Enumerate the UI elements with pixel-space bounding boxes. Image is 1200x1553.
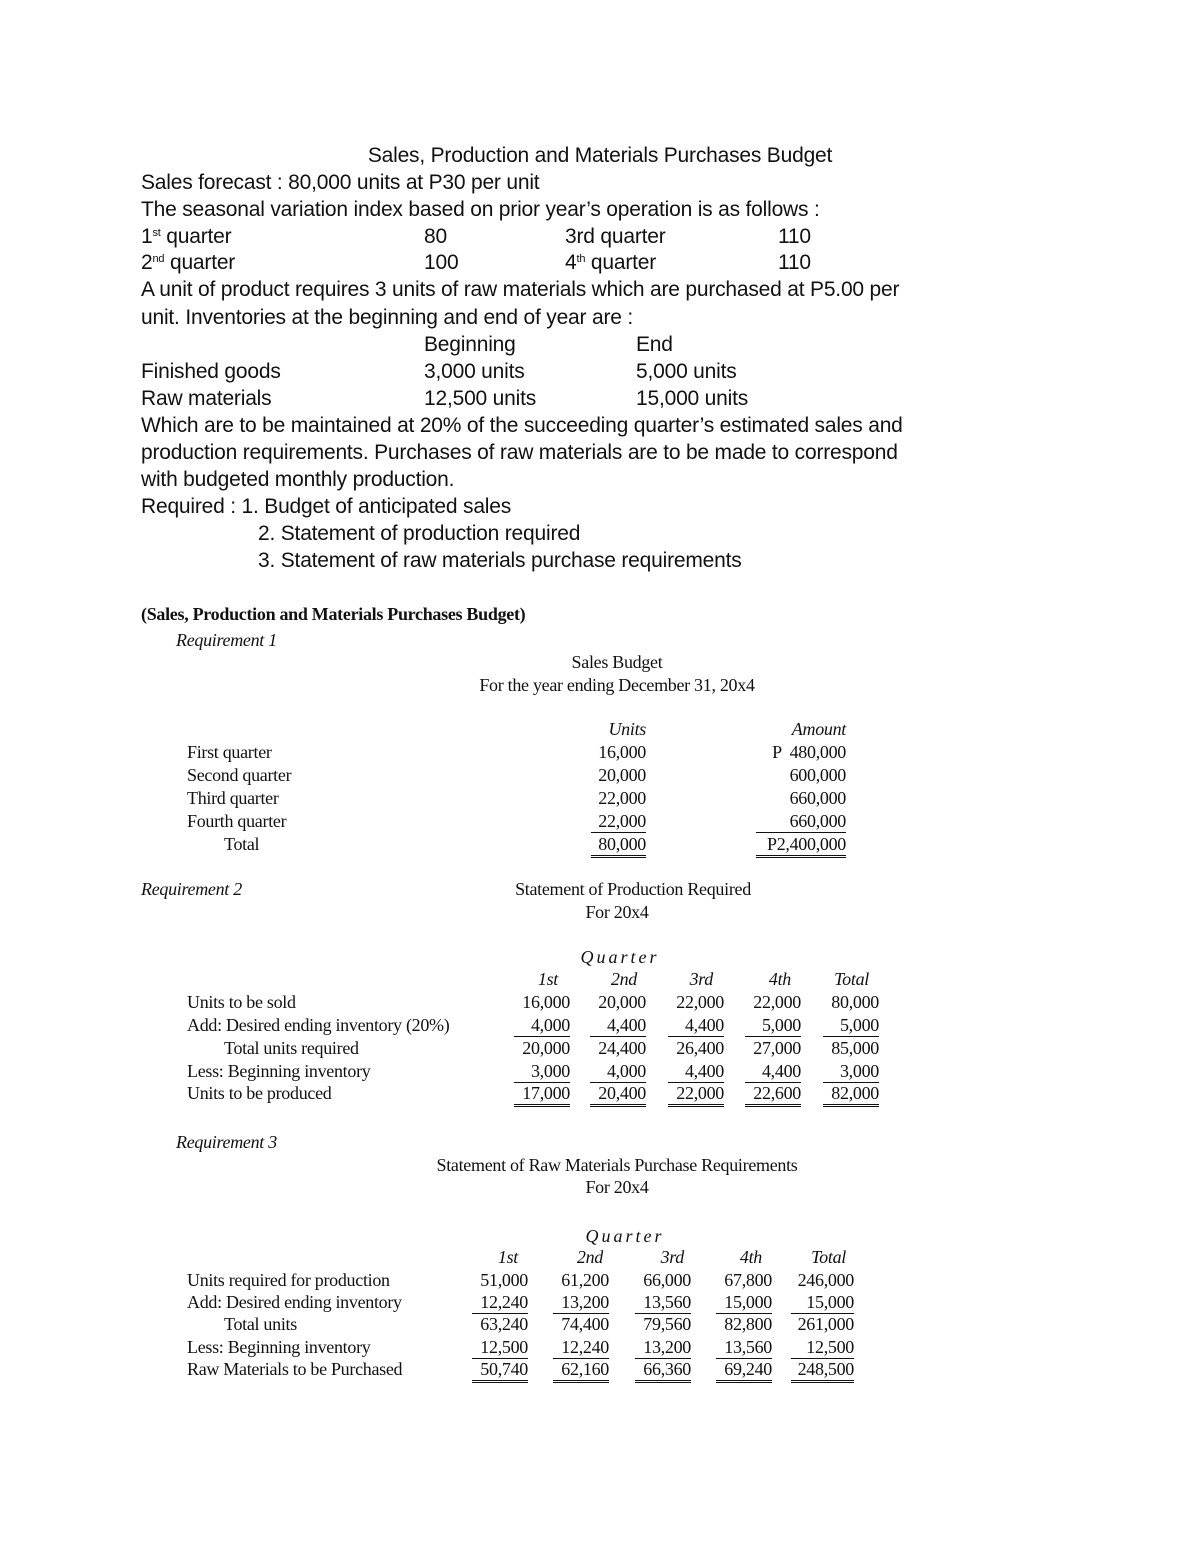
value-cell: 27,000 [753,1038,801,1058]
value-total-cell: 20,400 [590,1082,646,1107]
value-total-cell: 248,500 [791,1358,854,1383]
value-total-cell: 69,240 [716,1358,772,1383]
seasonal-q3-value: 110 [778,225,811,248]
col-header: 2nd [576,1247,603,1267]
row-label: Add: Desired ending inventory [187,1292,402,1312]
value-cell: 24,400 [598,1038,646,1058]
row-label: Add: Desired ending inventory (20%) [187,1015,450,1035]
value-cell: 4,400 [668,1014,724,1037]
value-cell: 66,000 [643,1270,691,1290]
value-total-cell: 22,000 [668,1082,724,1107]
raw-material-line-1: A unit of product requires 3 units of raw materials which are purchased at P5.00 per [141,278,900,301]
sales-budget-title: Sales Budget [571,652,663,672]
value-cell: 12,500 [791,1336,854,1359]
col-header: 3rd [689,969,713,989]
value-cell: 74,400 [561,1314,609,1334]
amount-cell: 660,000 [789,788,846,808]
seasonal-q4-value: 110 [778,251,811,274]
policy-line-2: production requirements. Purchases of raw materials are to be made to correspond [141,441,898,464]
units-cell: 16,000 [598,742,646,762]
value-total-cell: 82,000 [823,1082,879,1107]
value-cell: 63,240 [480,1314,528,1334]
sales-forecast: Sales forecast : 80,000 units at P30 per unit [141,171,540,194]
col-header: 1st [497,1247,518,1267]
row-label: Units to be produced [187,1083,332,1103]
seasonal-q2-label: 2nd quarter [141,251,236,274]
value-cell: 15,000 [791,1291,854,1314]
value-total-cell: 66,360 [635,1358,691,1383]
raw-materials-subtitle: For 20x4 [585,1177,649,1197]
row-label-total: Total [224,834,260,854]
col-header: 2nd [610,969,637,989]
seasonal-intro: The seasonal variation index based on prior year’s operation is as follows : [141,198,820,221]
required-line-1: Required : 1. Budget of anticipated sales [141,495,512,518]
value-cell: 4,400 [668,1060,724,1083]
value-cell: 67,800 [724,1270,772,1290]
value-cell: 26,400 [676,1038,724,1058]
seasonal-q2-value: 100 [424,251,459,274]
value-total-cell: 50,740 [472,1358,528,1383]
sales-budget-subtitle: For the year ending December 31, 20x4 [479,675,755,695]
inventory-beginning: 3,000 units [424,360,525,383]
row-label: Less: Beginning inventory [187,1061,371,1081]
inventory-beginning: 12,500 units [424,387,537,410]
inventory-label: Raw materials [141,387,272,410]
row-label: Units to be sold [187,992,296,1012]
row-label: Third quarter [187,788,279,808]
value-cell: 79,560 [643,1314,691,1334]
requirement-2-label: Requirement 2 [141,879,242,899]
value-cell: 20,000 [522,1038,570,1058]
amount-cell: P 480,000 [772,742,846,762]
inventory-header-beginning: Beginning [424,333,516,356]
value-cell: 20,000 [598,992,646,1012]
col-header-amount: Amount [791,719,846,739]
raw-material-line-2: unit. Inventories at the beginning and end of year are : [141,306,633,329]
row-label: Units required for production [187,1270,390,1290]
row-label: Second quarter [187,765,292,785]
value-cell: 61,200 [561,1270,609,1290]
value-cell: 12,500 [472,1336,528,1359]
requirement-1-label: Requirement 1 [176,630,277,650]
units-cell: 22,000 [598,788,646,808]
value-cell: 80,000 [831,992,879,1012]
col-header: 4th [739,1247,762,1267]
col-header: Total [834,969,869,989]
inventory-label: Finished goods [141,360,281,383]
raw-materials-title: Statement of Raw Materials Purchase Requirements [436,1155,798,1175]
units-cell: 20,000 [598,765,646,785]
inventory-end: 15,000 units [636,387,749,410]
required-line-3: 3. Statement of raw materials purchase requirements [258,549,742,572]
inventory-end: 5,000 units [636,360,737,383]
value-cell: 5,000 [745,1014,801,1037]
value-cell: 5,000 [823,1014,879,1037]
row-label: Total units [224,1314,297,1334]
row-label: Total units required [224,1038,359,1058]
value-cell: 22,000 [676,992,724,1012]
quarter-group-header: Quarter [585,1226,665,1246]
policy-line-3: with budgeted monthly production. [141,468,455,491]
inventory-header-end: End [636,333,673,356]
value-cell: 3,000 [823,1060,879,1083]
solution-heading: (Sales, Production and Materials Purchases Budget) [141,604,526,624]
amount-total-cell: P2,400,000 [756,833,846,858]
value-cell: 13,200 [553,1291,609,1314]
seasonal-q1-value: 80 [424,225,447,248]
col-header: Total [811,1247,846,1267]
seasonal-q1-label: 1st quarter [141,225,232,248]
value-cell: 51,000 [480,1270,528,1290]
value-cell: 22,000 [753,992,801,1012]
value-cell: 15,000 [716,1291,772,1314]
production-title: Statement of Production Required [515,879,751,899]
row-label: First quarter [187,742,272,762]
seasonal-q4-label: 4th quarter [565,251,657,274]
value-total-cell: 62,160 [553,1358,609,1383]
value-cell: 82,800 [724,1314,772,1334]
value-cell: 85,000 [831,1038,879,1058]
seasonal-q3-label: 3rd quarter [565,225,666,248]
required-line-2: 2. Statement of production required [258,522,581,545]
value-cell: 3,000 [514,1060,570,1083]
value-cell: 4,000 [590,1060,646,1083]
value-cell: 246,000 [797,1270,854,1290]
value-cell: 16,000 [522,992,570,1012]
requirement-3-label: Requirement 3 [176,1132,277,1152]
value-cell: 13,200 [635,1336,691,1359]
value-total-cell: 22,600 [745,1082,801,1107]
value-cell: 4,400 [590,1014,646,1037]
row-label: Raw Materials to be Purchased [187,1359,403,1379]
value-cell: 261,000 [797,1314,854,1334]
col-header: 3rd [660,1247,684,1267]
policy-line-1: Which are to be maintained at 20% of the succeeding quarter’s estimated sales and [141,414,903,437]
units-cell: 22,000 [591,810,646,833]
row-label: Less: Beginning inventory [187,1337,371,1357]
value-total-cell: 17,000 [514,1082,570,1107]
value-cell: 4,400 [745,1060,801,1083]
col-header-units: Units [608,719,646,739]
value-cell: 12,240 [553,1336,609,1359]
amount-cell: 600,000 [789,765,846,785]
amount-cell: 660,000 [756,810,846,833]
quarter-group-header: Quarter [580,947,660,967]
value-cell: 13,560 [716,1336,772,1359]
value-cell: 13,560 [635,1291,691,1314]
units-total-cell: 80,000 [591,833,646,858]
problem-title: Sales, Production and Materials Purchases Budget [367,144,833,167]
col-header: 4th [768,969,791,989]
value-cell: 12,240 [472,1291,528,1314]
col-header: 1st [537,969,558,989]
row-label: Fourth quarter [187,811,287,831]
value-cell: 4,000 [514,1014,570,1037]
production-subtitle: For 20x4 [585,902,649,922]
